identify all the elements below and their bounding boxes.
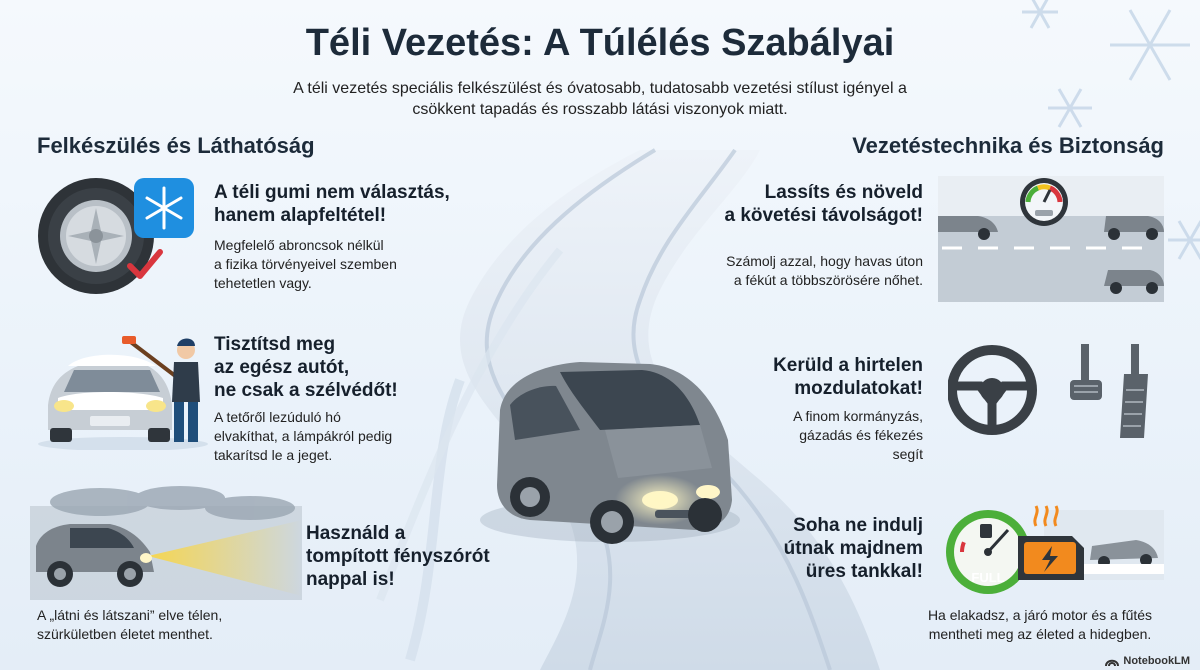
following-distance-illustration — [938, 176, 1164, 302]
page-title: Téli Vezetés: A Túlélés Szabályai — [305, 22, 895, 64]
headlight-card-text: A „látni és látszani” elve télen, szürkületben életet menthet. — [37, 607, 223, 642]
steering-wheel-icon — [952, 350, 1032, 430]
pedals-icon — [1070, 344, 1148, 438]
winter-tire-illustration — [38, 176, 198, 296]
page-subtitle: A téli vezetés speciális felkészülést és óvatosabb, tudatosabb vezetési stílust igényel a csökkent tapadás és rosszabb látási viszonyok miatt. — [293, 80, 907, 118]
central-car-icon — [480, 362, 740, 544]
fuel-card-title: Soha ne indulj útnak majdnem üres tankkal! — [783, 515, 923, 582]
slow-down-card-title: Lassíts és növeld a követési távolságot! — [724, 182, 923, 226]
snow-covered-car-icon — [48, 355, 172, 442]
tire-card-text: Megfelelő abroncsok nélkül a fizika törvényeivel szemben tehetetlen vagy. — [214, 237, 397, 291]
clean-car-card-title: Tisztítsd meg az egész autót, ne csak a szélvédőt! — [214, 334, 398, 401]
clean-car-card-text: A tetőről lezúduló hó elvakíthat, a lámpákról pedig takarítsd le a jeget. — [214, 409, 393, 463]
notebooklm-logo-icon — [1105, 655, 1119, 667]
fuel-engine-illustration — [944, 500, 1164, 600]
sudden-moves-card-title: Kerüld a hirtelen mozdulatokat! — [773, 355, 923, 399]
fuel-gauge-label: FULL — [971, 570, 1005, 585]
footer-brand-label: NotebookLM — [1123, 655, 1190, 667]
tire-card-title: A téli gumi nem választás, hanem alapfeltétel! — [214, 182, 450, 226]
clean-car-illustration — [38, 330, 208, 450]
left-section-heading: Felkészülés és Láthatóság — [37, 133, 315, 158]
fuel-card-text: Ha elakadsz, a járó motor és a fűtés mentheti meg az életed a hidegben. — [927, 607, 1153, 642]
slow-down-card-text: Számolj azzal, hogy havas úton a fékút a többszörösére nőhet. — [726, 253, 923, 288]
sudden-moves-card-text: A finom kormányzás, gázadás és fékezés segít — [793, 408, 923, 462]
right-section-heading: Vezetéstechnika és Biztonság — [852, 133, 1164, 158]
headlight-card-title: Használd a tompított fényszórót nappal is! — [306, 523, 490, 590]
controls-illustration — [948, 342, 1158, 442]
footer-brand — [1105, 655, 1190, 667]
speedometer-icon — [1020, 178, 1068, 226]
headlight-illustration — [30, 486, 302, 600]
fuel-gauge-icon — [946, 510, 1030, 594]
